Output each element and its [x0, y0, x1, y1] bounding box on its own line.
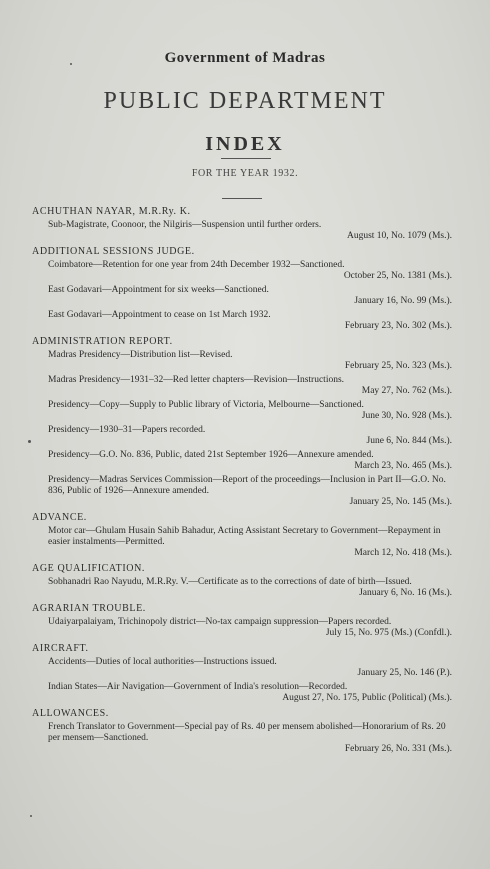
entry-text: Indian States—Air Navigation—Government of India's resolution—Recorded.: [48, 682, 348, 692]
entry-text: Madras Presidency—Distribution list—Revised.: [48, 350, 233, 360]
index-entry: [48, 425, 452, 447]
paper-speck: [70, 63, 72, 65]
government-title: Government of Madras: [164, 50, 326, 66]
entry-reference: February 26, No. 331 (Ms.).: [344, 744, 452, 754]
entry-reference: March 23, No. 465 (Ms.).: [354, 461, 452, 471]
index-section: [32, 336, 452, 508]
index-section: [32, 603, 452, 639]
entry-reference: July 15, No. 975 (Ms.) (Confdl.).: [325, 628, 452, 638]
entry-reference: October 25, No. 1381 (Ms.).: [343, 271, 452, 281]
entry-text: East Godavari—Appointment to cease on 1st March 1932.: [48, 310, 271, 320]
entry-reference: June 6, No. 844 (Ms.).: [366, 436, 452, 446]
entry-reference: January 16, No. 99 (Ms.).: [354, 296, 452, 306]
paper-speck: [30, 815, 32, 817]
entry-text: Presidency—1930–31—Papers recorded.: [48, 425, 206, 435]
entry-text: East Godavari—Appointment for six weeks—Sanctioned.: [48, 285, 269, 295]
section-heading: AIRCRAFT.: [32, 643, 89, 654]
title-underline: [221, 158, 271, 159]
index-content: [32, 206, 452, 759]
entry-text: Madras Presidency—1931–32—Red letter chapters—Revision—Instructions.: [48, 375, 345, 385]
section-heading: ALLOWANCES.: [32, 708, 109, 719]
entry-text: Sub-Magistrate, Coonoor, the Nilgiris—Suspension until further orders.: [48, 220, 322, 230]
index-entry: [48, 577, 452, 599]
index-section: [32, 246, 452, 332]
index-entry: [48, 526, 452, 559]
paper-speck: [28, 440, 31, 443]
entry-reference: June 30, No. 928 (Ms.).: [361, 411, 452, 421]
entry-text: Coimbatore—Retention for one year from 24th December 1932—Sanctioned.: [48, 260, 345, 270]
index-entry: [48, 400, 452, 422]
section-heading: ADDITIONAL SESSIONS JUDGE.: [32, 246, 195, 257]
index-entry: [48, 617, 452, 639]
index-entry: [48, 657, 452, 679]
index-entry: [48, 475, 452, 508]
index-section: [32, 206, 452, 242]
entry-reference: August 10, No. 1079 (Ms.).: [346, 231, 452, 241]
section-heading: ACHUTHAN NAYAR, M.R.Ry. K.: [32, 206, 191, 217]
index-section: [32, 708, 452, 755]
entry-text: Presidency—G.O. No. 836, Public, dated 21st September 1926—Annexure amended.: [48, 450, 374, 460]
index-entry: [48, 260, 452, 282]
index-entry: [48, 285, 452, 307]
department-title: PUBLIC DEPARTMENT: [103, 88, 387, 114]
index-section: [32, 563, 452, 599]
entry-reference: February 25, No. 323 (Ms.).: [344, 361, 452, 371]
entry-reference: August 27, No. 175, Public (Political) (Ms.).: [282, 693, 452, 703]
section-heading: ADVANCE.: [32, 512, 87, 523]
index-entry: [48, 722, 452, 755]
entry-reference: May 27, No. 762 (Ms.).: [361, 386, 452, 396]
section-heading: AGE QUALIFICATION.: [32, 563, 146, 574]
entry-text: Presidency—Madras Services Commission—Report of the proceedings—Inclusion in Part II—G.O. No. 836, Public of 1926—Annexure amended.: [48, 475, 446, 496]
entry-text: Presidency—Copy—Supply to Public library of Victoria, Melbourne—Sanctioned.: [48, 400, 364, 410]
year-subtitle: FOR THE YEAR 1932.: [191, 168, 299, 179]
index-section: [32, 643, 452, 704]
entry-text: French Translator to Government—Special pay of Rs. 40 per mensem abolished—Honorarium of Rs. 20 per mensem—Sanctioned.: [48, 722, 446, 743]
entry-reference: January 25, No. 146 (P.).: [357, 668, 452, 678]
index-entry: [48, 220, 452, 242]
index-section: [32, 512, 452, 559]
index-entry: [48, 350, 452, 372]
index-title: INDEX: [205, 133, 285, 155]
entry-reference: February 23, No. 302 (Ms.).: [344, 321, 452, 331]
entry-reference: January 6, No. 16 (Ms.).: [359, 588, 452, 598]
entry-text: Accidents—Duties of local authorities—Instructions issued.: [48, 657, 277, 667]
entry-text: Motor car—Ghulam Husain Sahib Bahadur, Acting Assistant Secretary to Government—Repayment in easier instalments—Permitted.: [48, 526, 441, 547]
section-heading: ADMINISTRATION REPORT.: [32, 336, 173, 347]
divider-rule: [222, 198, 262, 199]
entry-text: Udaiyarpalaiyam, Trichinopoly district—No-tax campaign suppression—Papers recorded.: [48, 617, 392, 627]
entry-reference: January 25, No. 145 (Ms.).: [349, 497, 452, 507]
index-entry: [48, 375, 452, 397]
entry-text: Sobhanadri Rao Nayudu, M.R.Ry. V.—Certificate as to the corrections of date of birth—Issued.: [48, 577, 412, 587]
entry-reference: March 12, No. 418 (Ms.).: [354, 548, 452, 558]
index-entry: [48, 310, 452, 332]
index-entry: [48, 682, 452, 704]
index-entry: [48, 450, 452, 472]
section-heading: AGRARIAN TROUBLE.: [32, 603, 146, 614]
